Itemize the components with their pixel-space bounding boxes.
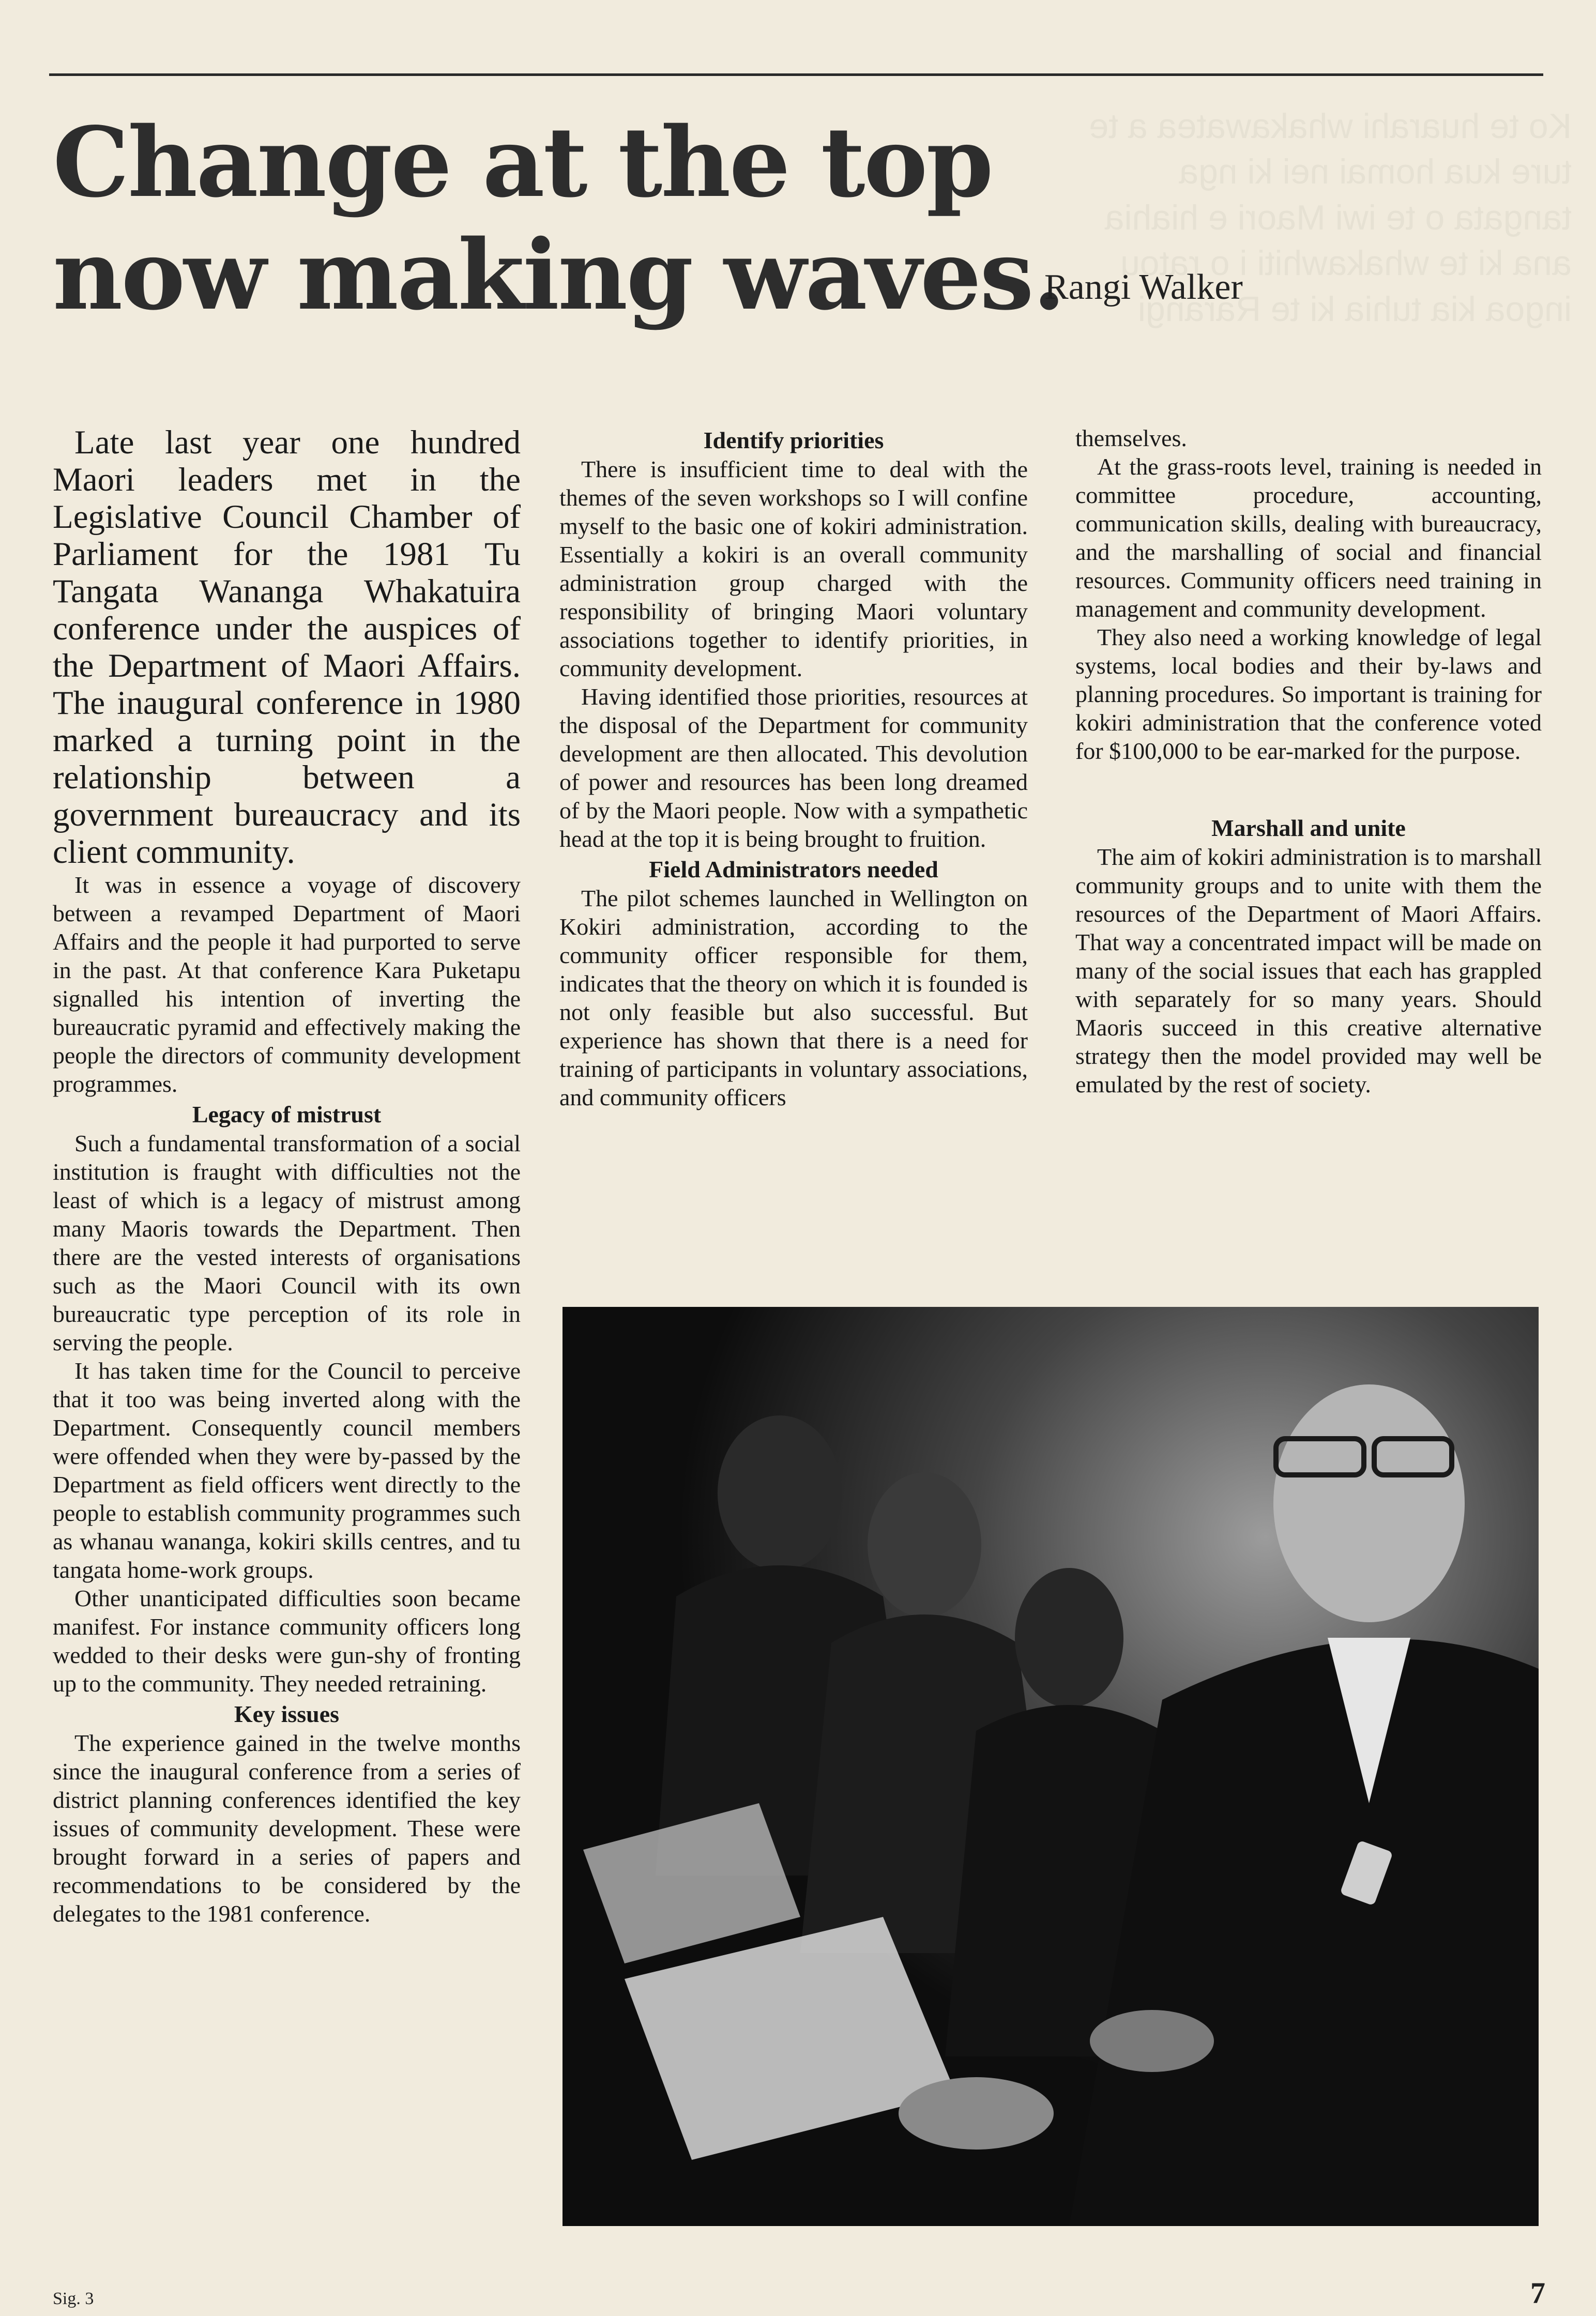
headline [53,106,1065,331]
bleed-through-text: Ko te huarahi whakawatea a te ture kua homai nei ki nga tangata o te iwi Maori e hiahia ana ki te whakawhiti i o ratou ingoa kia tuhia ki te Rarangi [1089,106,1572,329]
subheading-field-administrators-needed: Field Administrators needed [649,856,938,882]
paragraph-continuation: themselves. [1075,425,1187,451]
signature-mark: Sig. 3 [53,2289,94,2308]
subheading-marshall-and-unite: Marshall and unite [1211,815,1406,841]
column-1 [53,424,521,1928]
paragraph: At the grass-roots level, training is needed in committee procedure, accounting, communication skills, dealing with bureaucracy, and the marshalling of social and financial resources. Community officers need training in management and community development. [1075,453,1542,622]
subheading-key-issues: Key issues [234,1701,340,1727]
photo-illustration [563,1307,1539,2226]
paragraph: There is insufficient time to deal with the themes of the seven workshops so I will confine myself to the basic one of kokiri administration. Essentially a kokiri is an overall community administration group charged with the responsibility of bringing Maori voluntary associations together to identify priorities, in community development. [559,456,1028,681]
paragraph: The experience gained in the twelve months since the inaugural conference from a series of district planning conferences identified the key issues of community development. These were brought forward in a series of papers and recommendations to be considered by the delegates to the 1981 conference. [53,1730,521,1927]
page-number: 7 [1530,2276,1545,2310]
paragraph: Other unanticipated difficulties soon became manifest. For instance community officers long wedded to their desks were gun-shy of fronting up to the community. They needed retraining. [53,1585,521,1697]
paragraph: Such a fundamental transformation of a social institution is fraught with difficulties not the least of which is a legacy of mistrust among many Maoris towards the Department. Then there are the vested interests of organisations such as the Maori Council with its own bureaucratic type perception of its role in serving the people. [53,1130,521,1355]
paragraph: It was in essence a voyage of discovery between a revamped Department of Maori Affairs and the people it had purported to serve in the past. At that conference Kara Puketapu signalled his intention of inverting the bureaucratic pyramid and effectively making the people the directors of community development programmes. [53,872,521,1097]
headline-line-1: Change at the top [53,105,992,219]
paragraph: The pilot schemes launched in Wellington on Kokiri administration, according to the community officer responsible for them, indicates that the theory on which it is founded is not only feasible but also successful. But experience has shown that there is a need for training of participants in voluntary associations, and community officers [559,885,1028,1110]
lead-paragraph: Late last year one hundred Maori leaders met in the Legislative Council Chamber of Parliament for the 1981 Tu Tangata Wananga Whakatuira conference under the auspices of the Department of Maori Affairs. The inaugural conference in 1980 marked a turning point in the relationship between a government bureaucracy and its client community. [53,424,521,871]
column-gap [1075,765,1542,812]
column-3 [1075,424,1542,1099]
headline-line-2: now making waves. [53,218,1065,331]
top-rule [49,73,1543,76]
subheading-identify-priorities: Identify priorities [703,427,884,453]
paragraph: It has taken time for the Council to perceive that it too was being inverted along with the Department. Consequently council members were offended when they were by-passed by the Department as field officers went directly to the people to establish community programmes such as whanau wananga, kokiri skills centres, and tu tangata home-work groups. [53,1358,521,1583]
byline: Rangi Walker [1044,267,1243,307]
subheading-legacy-of-mistrust: Legacy of mistrust [192,1101,382,1127]
paragraph: Having identified those priorities, resources at the disposal of the Department for community development are then allocated. This devolution of power and resources has been long dreamed of by the Maori people. Now with a sympathetic head at the top it is being brought to fruition. [559,683,1028,852]
conference-delegates-photo [563,1307,1539,2226]
column-2 [559,424,1028,1111]
paragraph: They also need a working knowledge of legal systems, local bodies and their by-laws and planning procedures. So important is training for kokiri administration that the conference voted for $100,000 to be ear-marked for the purpose. [1075,624,1542,764]
paragraph: The aim of kokiri administration is to marshall community groups and to unite with them the resources of the Department of Maori Affairs. That way a concentrated impact will be made on many of the social issues that each has grappled with separately for so many years. Should Maoris succeed in this creative alternative strategy then the model provided may well be emulated by the rest of society. [1075,844,1542,1098]
